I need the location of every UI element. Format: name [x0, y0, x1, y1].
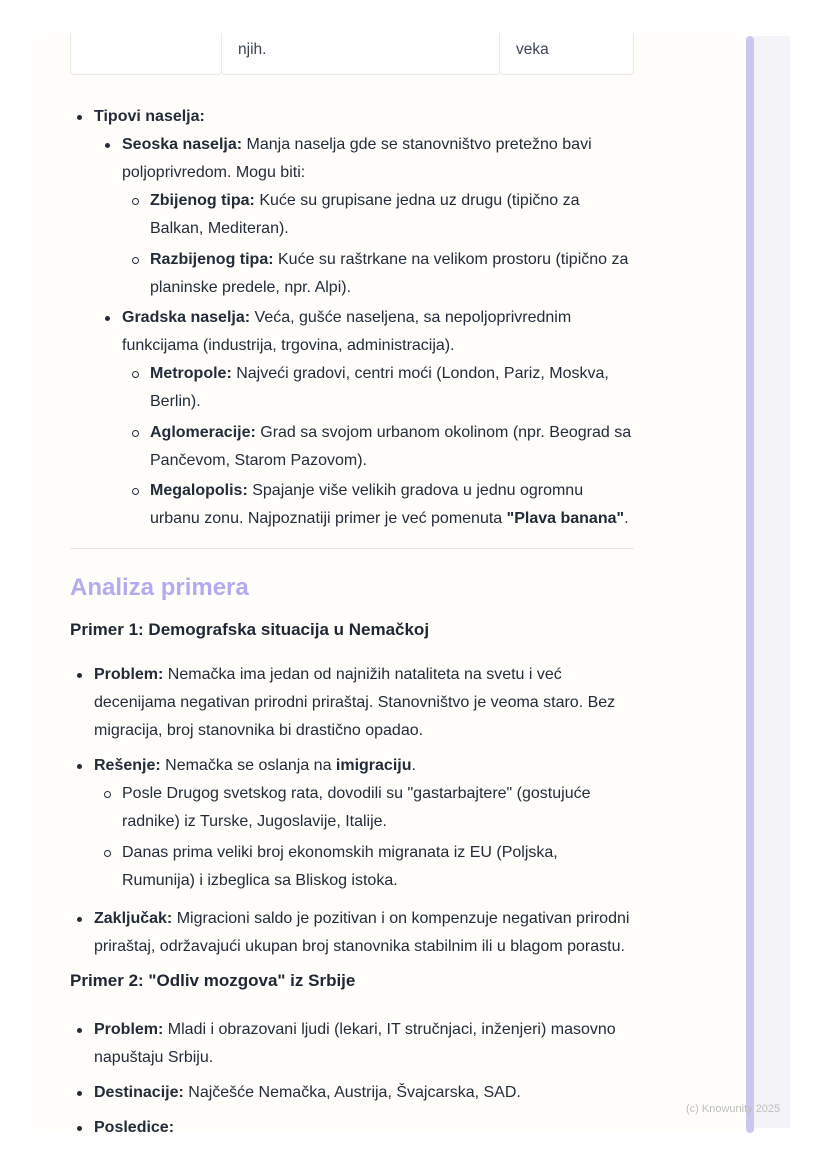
item-bold-tail: "Plava banana" [506, 510, 625, 527]
gradska-sublist [126, 360, 634, 533]
item-text: Najčešće Nemačka, Austrija, Švajcarska, SAD. [183, 1084, 521, 1101]
list-item-migranti [98, 839, 634, 895]
list-item-problem-2 [70, 1016, 634, 1072]
item-text: Grad sa svojom urbanom okolinom (npr. Beograd sa Pančevom, Starom Pazovom). [150, 424, 632, 469]
list-item-metropole [126, 360, 634, 416]
section-heading-analiza-primera: Analiza primera [70, 574, 249, 601]
primer2-list [70, 1016, 634, 1142]
item-text: Kuće su grupisane jedna uz drugu (tipično za Balkan, Mediteran). [150, 192, 580, 237]
list-item-gastarbajteri [98, 780, 634, 836]
item-bold-tail: imigraciju [335, 757, 412, 774]
list-item-zbijenog [126, 187, 634, 243]
item-text: Nemačka se oslanja na [160, 757, 336, 774]
list-item-destinacije [70, 1079, 634, 1107]
table-cell-empty [70, 33, 222, 75]
item-tail: . [411, 757, 416, 774]
item-text: Nemačka ima jedan od najnižih nataliteta na svetu i već decenijama negativan prirodni priraštaj. Stanovništvo je veoma staro. Bez migracija, broj stanovnika bi drastično opadao. [94, 666, 616, 739]
item-text: Migracioni saldo je pozitivan i on kompenzuje negativan prirodni priraštaj, održavajući ukupan broj stanovnika stabilnim ili u blagom porastu. [94, 910, 630, 955]
resenje-sublist [98, 780, 634, 895]
item-text: Manja naselja gde se stanovništvo pretežno bavi poljoprivredom. Mogu biti: [122, 136, 592, 181]
item-lead: Posledice: [94, 1119, 175, 1136]
list-item-problem-1 [70, 661, 634, 745]
list-item-tipovi [70, 103, 634, 131]
item-tail: . [624, 510, 629, 527]
item-lead: Metropole: [150, 365, 232, 382]
list-item-megalopolis [126, 477, 634, 533]
item-lead: Zaključak: [94, 910, 173, 927]
item-lead: Aglomeracije: [150, 424, 256, 441]
table-cell-njih: njih. [221, 33, 500, 75]
item-text: Spajanje više velikih gradova u jednu ogromnu urbanu zonu. Najpoznatiji primer je već pomenuta [150, 482, 584, 527]
document-page [35, 33, 746, 1136]
item-lead: Problem: [94, 666, 164, 683]
item-text: Danas prima veliki broj ekonomskih migranata iz EU (Poljska, Rumunija) i izbeglica sa Bliskog istoka. [122, 844, 558, 889]
list-item-gradska [98, 304, 634, 360]
item-text: Veća, gušće naseljena, sa nepoljoprivrednim funkcijama (industrija, trgovina, administracija). [122, 309, 572, 354]
tipovi-sublist [98, 131, 634, 533]
list-item-zakljucak [70, 905, 634, 961]
settlement-table-row [70, 33, 746, 75]
item-lead: Razbijenog tipa: [150, 251, 274, 268]
copyright-watermark: (c) Knowunity 2025 [686, 1103, 781, 1115]
section-divider [70, 548, 634, 549]
primer2-title: Primer 2: "Odliv mozgova" iz Srbije [70, 971, 356, 990]
item-lead: Rešenje: [94, 757, 161, 774]
table-cell-veka: veka [499, 33, 634, 75]
list-item-razbijenog [126, 246, 634, 302]
viewer-gutter [754, 36, 790, 1128]
primer1-title: Primer 1: Demografska situacija u Nemačkoj [70, 620, 430, 639]
item-lead: Gradska naselja: [122, 309, 251, 326]
item-text: Posle Drugog svetskog rata, dovodili su "gastarbajtere" (gostujuće radnike) iz Turske, Jugoslavije, Italije. [122, 785, 591, 830]
item-lead: Seoska naselja: [122, 136, 243, 153]
note-content [70, 103, 634, 1142]
item-text: Mladi i obrazovani ljudi (lekari, IT stručnjaci, inženjeri) masovno napuštaju Srbiju. [94, 1021, 616, 1066]
item-text: Najveći gradovi, centri moći (London, Pariz, Moskva, Berlin). [150, 365, 609, 410]
seoska-sublist [126, 187, 634, 302]
list-item-resenje [70, 752, 634, 780]
scrollbar-thumb[interactable] [746, 36, 754, 1133]
primer1-list [70, 661, 634, 961]
item-lead: Tipovi naselja: [94, 108, 205, 125]
tipovi-naselja-list [70, 103, 634, 533]
item-lead: Destinacije: [94, 1084, 184, 1101]
item-lead: Problem: [94, 1021, 164, 1038]
item-lead: Zbijenog tipa: [150, 192, 255, 209]
list-item-aglomeracije [126, 419, 634, 475]
list-item-seoska [98, 131, 634, 187]
item-text: Kuće su raštrkane na velikom prostoru (tipično za planinske predele, npr. Alpi). [150, 251, 629, 296]
list-item-posledice [70, 1114, 634, 1142]
item-lead: Megalopolis: [150, 482, 248, 499]
